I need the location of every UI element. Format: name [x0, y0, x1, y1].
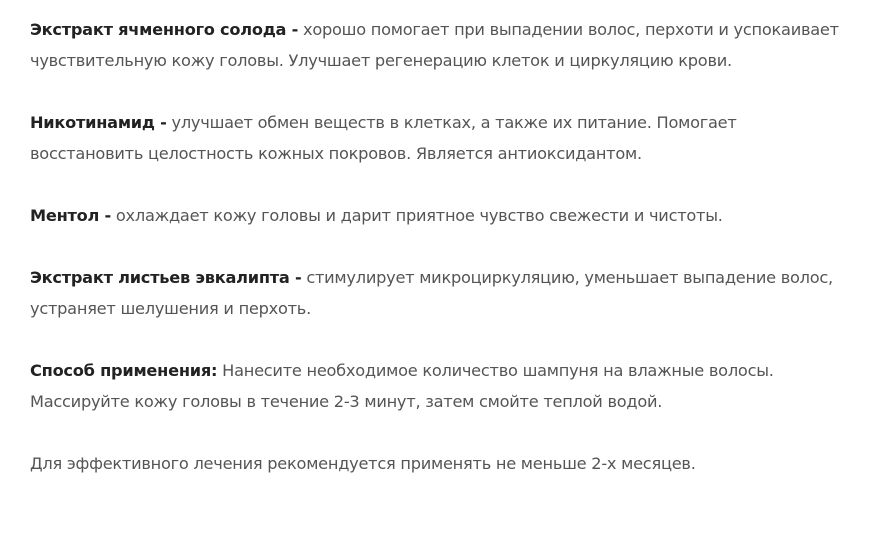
paragraph-nicotinamide	[30, 107, 845, 169]
description-treatment-duration: Для эффективного лечения рекомендуется применять не меньше 2-х месяцев.	[30, 454, 696, 473]
description-eucalyptus-extract: стимулирует микроциркуляцию, уменьшает выпадение волос, устраняет шелушения и перхоть.	[30, 268, 833, 318]
term-eucalyptus-extract: Экстракт листьев эвкалипта -	[30, 268, 302, 287]
paragraph-menthol	[30, 200, 845, 231]
term-nicotinamide: Никотинамид -	[30, 113, 167, 132]
product-description	[30, 14, 845, 479]
paragraph-barley-malt-extract	[30, 14, 845, 76]
description-nicotinamide: улучшает обмен веществ в клетках, а также их питание. Помогает восстановить целостность кожных покровов. Является антиоксидантом.	[30, 113, 737, 163]
term-usage: Способ применения:	[30, 361, 218, 380]
term-menthol: Ментол -	[30, 206, 111, 225]
description-usage: Нанесите необходимое количество шампуня на влажные волосы. Массируйте кожу головы в течение 2-3 минут, затем смойте теплой водой.	[30, 361, 774, 411]
description-barley-malt-extract: хорошо помогает при выпадении волос, перхоти и успокаивает чувствительную кожу головы. Улучшает регенерацию клеток и циркуляцию крови.	[30, 20, 839, 70]
paragraph-eucalyptus-extract	[30, 262, 845, 324]
description-menthol: охлаждает кожу головы и дарит приятное чувство свежести и чистоты.	[115, 206, 723, 225]
term-barley-malt-extract: Экстракт ячменного солода -	[30, 20, 299, 39]
paragraph-treatment-duration	[30, 448, 845, 479]
paragraph-usage	[30, 355, 845, 417]
